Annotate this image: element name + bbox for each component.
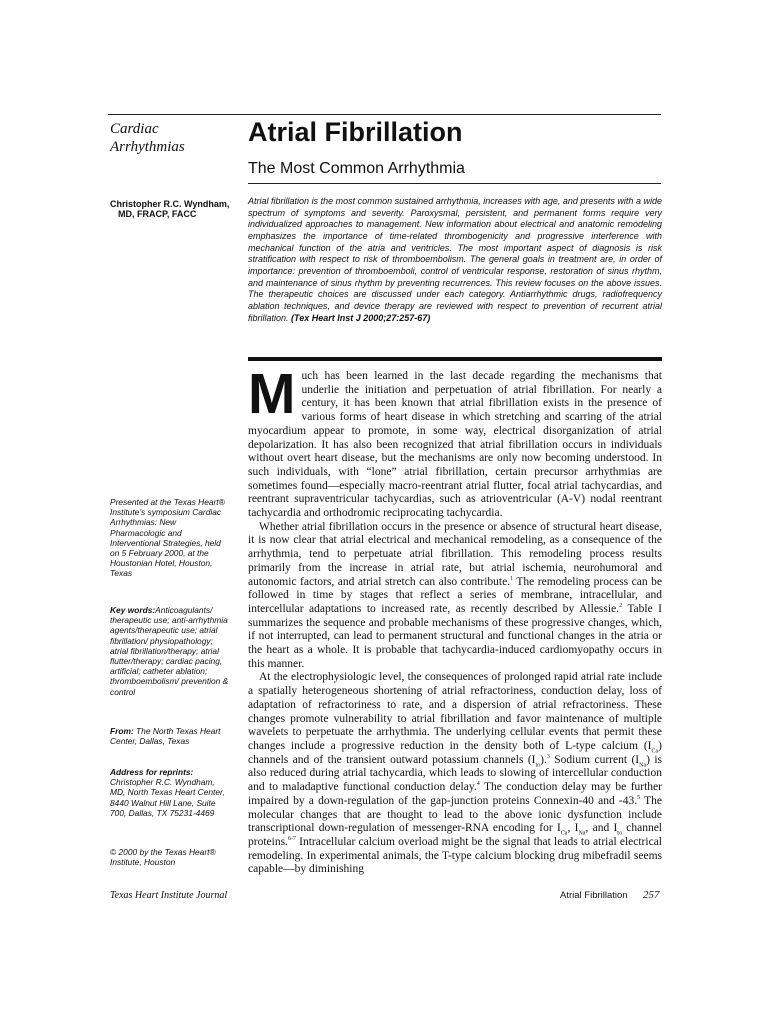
- paragraph-2-text-a: Whether atrial fibrillation occurs in the presence or absence of structural heart disease, it is now clear that atrial electrical and mechanical remodeling, as a consequence of the arrhythmia, tend to perpetuate atrial fibrillation. This remodeling process results primarily from the increase in atrial rate, but atrial ischemia, neurohumoral and autonomic factors, and atrial stretch can also contribute.: [248, 520, 662, 588]
- reference-mark: 1: [510, 575, 514, 582]
- paragraph-3-text-b: ) channels and of the transient outward potassium channels (I: [248, 739, 662, 766]
- subscript: to: [617, 830, 622, 837]
- reference-mark: 2: [619, 603, 623, 610]
- paragraph-1: [248, 362, 662, 521]
- subscript: Ca: [560, 830, 568, 837]
- author-name: Christopher R.C. Wyndham,: [110, 199, 230, 209]
- paragraph-2-text-b: The remodeling process can be followed in time by stages that reflect a series of membrane, intracellular, and intercellular adaptations to increased rate, as recently described by Allessie.: [248, 575, 662, 615]
- paragraph-3-text-h: , I: [567, 822, 579, 835]
- sidebar-reprints: [110, 767, 230, 818]
- sidebar-keywords: [110, 605, 230, 697]
- subtitle-rule: [248, 183, 661, 184]
- reprints-label: Address for reprints:: [110, 767, 194, 777]
- subscript: Na: [578, 830, 586, 837]
- drop-cap: M: [248, 362, 296, 426]
- subscript: Ca: [651, 748, 659, 755]
- paragraph-1-text: uch has been learned in the last decade regarding the mechanisms that underlie the initiation and perpetuation of atrial fibrillation. For nearly a century, it has been known that atrial fibrillation exists in the presence of various forms of heart disease in which stretching and scarring of the atrial myocardium appear to promote, in some way, electrical disorganization of atrial depolarization. It has also been recognized that atrial fibrillation occurs in individuals without overt heart disease, but the mechanisms are only now becoming understood. In such individuals, with “lone” atrial fibrillation, certain precursor arrhythmias are sometimes found—especially macro-reentrant atrial flutter, focal atrial tachycardias, and reentrant supraventricular tachycardias, such as atrioventricular (A-V) nodal reentrant tachycardia and orthodromic reciprocating tachycardia.: [248, 370, 662, 520]
- paragraph-2: [248, 521, 662, 672]
- footer-journal: Texas Heart Institute Journal: [110, 890, 228, 901]
- keywords-text: Anticoagulants/ therapeutic use; anti-arrhythmia agents/therapeutic use; atrial fibrillation/ physiopathology; atrial fibrillation/therapy; atrial flutter/therapy; cardiac pacing, artificial; catheter ablation; thromboembolism/ prevention & control: [110, 605, 229, 697]
- article-body: [248, 362, 663, 877]
- section-label-line2: Arrhythmias: [110, 139, 185, 155]
- abstract-citation: (Tex Heart Inst J 2000;27:257-67): [291, 312, 431, 323]
- paragraph-3-text-a: At the electrophysiologic level, the consequences of prolonged rapid atrial rate include a spatially heterogeneous shortening of atrial refractoriness, conduction delay, loss of adaptation of refractoriness to rate, and a dispersion of atrial refractoriness. These changes promote vulnerability to atrial fibrillation and favor maintenance of multiple wavelets to perpetuate the arrhythmia. The underlying cellular events that permit these changes include a progressive reduction in the density both of L-type calcium (I: [248, 671, 662, 752]
- reference-mark: 4: [476, 781, 480, 788]
- sidebar-from: [110, 726, 230, 746]
- sidebar-presented: Presented at the Texas Heart® Institute’s symposium Cardiac Arrhythmias: New Pharmacologic and Interventional Strategies, held on 5 February 2000, at the Houstonian Hotel, Houston, Texas: [110, 497, 225, 579]
- paragraph-3-text-g: The molecular changes that are thought to lead to the above ionic dysfunction include transcriptional down-regulation of messenger-RNA encoding for I: [248, 794, 662, 835]
- paragraph-3-text-i: , and I: [585, 822, 618, 835]
- reprints-text: Christopher R.C. Wyndham, MD, North Texas Heart Center, 8440 Walnut Hill Lane, Suite 700, Dallas, TX 75231-4469: [110, 777, 225, 818]
- paragraph-3-text-c: ).: [540, 753, 547, 766]
- paragraph-2-text-c: Table I summarizes the sequence and probable mechanisms of these progressive changes, which, if not interrupted, can lead to permanent structural and functional changes in the atria or the heart as a whole. It is probable that tachycardia-induced cardiomyopathy occurs in this manner.: [248, 602, 662, 670]
- section-label-line1: Cardiac: [110, 121, 159, 137]
- subscript: to: [535, 761, 541, 768]
- paragraph-3-text-d: Sodium current (I: [549, 753, 640, 766]
- reference-mark: 6-7: [287, 836, 296, 843]
- article-subtitle: The Most Common Arrhythmia: [248, 160, 465, 177]
- author-byline: [110, 199, 240, 219]
- subscript: Na: [639, 761, 647, 768]
- body-rule: [248, 357, 662, 361]
- paragraph-3: [248, 671, 662, 877]
- section-label: [110, 120, 230, 156]
- reference-mark: 3: [546, 753, 550, 760]
- reference-mark: 5: [637, 794, 641, 801]
- abstract: [248, 196, 662, 324]
- paragraph-3-text-k: Intracellular calcium overload might be the signal that leads to atrial electrical remodeling. In experimental animals, the T-type calcium blocking drug mibefradil seems capable—by diminishing: [248, 835, 662, 876]
- article-title: Atrial Fibrillation: [248, 117, 463, 147]
- paragraph-3-text-e: ) is also reduced during atrial tachycardia, which leads to slowing of intercellular conduction and to maladaptive functional conduction delay.: [248, 753, 663, 794]
- paragraph-3-text-j: channel proteins.: [248, 822, 662, 848]
- footer-running-title: Atrial Fibrillation: [560, 890, 628, 901]
- from-label: From:: [110, 726, 134, 736]
- abstract-text: Atrial fibrillation is the most common sustained arrhythmia, increases with age, and presents with a wide spectrum of symptoms and severity. Paroxysmal, persistent, and permanent forms require very individualized approaches to management. New information about electrical and anatomic remodeling emphasizes the importance of time-related thrombogenicity and progressive interference with mechanical function of the atria and ventricles. The most important aspect of diagnosis is risk stratification with respect to risk of thromboembolism. The general goals in treatment are, in order of importance: prevention of thromboemboli, control of ventricular response, restoration of sinus rhythm, and maintenance of sinus rhythm by preventing recurrences. This review focuses on the above issues. The therapeutic choices are discussed under each category. Antiarrhythmic drugs, radiofrequency ablation techniques, and device therapy are reviewed with respect to prevention of recurrent atrial fibrillation.: [248, 196, 662, 323]
- sidebar-copyright: © 2000 by the Texas Heart® Institute, Houston: [110, 847, 216, 868]
- paragraph-3-text-f: The conduction delay may be further impaired by a down-regulation of the gap-junction proteins Connexin-40 and -43.: [248, 781, 662, 807]
- author-credentials: MD, FRACP, FACC: [118, 209, 197, 219]
- page-number: 257: [643, 889, 660, 901]
- from-text: The North Texas Heart Center, Dallas, Texas: [110, 726, 221, 747]
- keywords-label: Key words:: [110, 605, 156, 615]
